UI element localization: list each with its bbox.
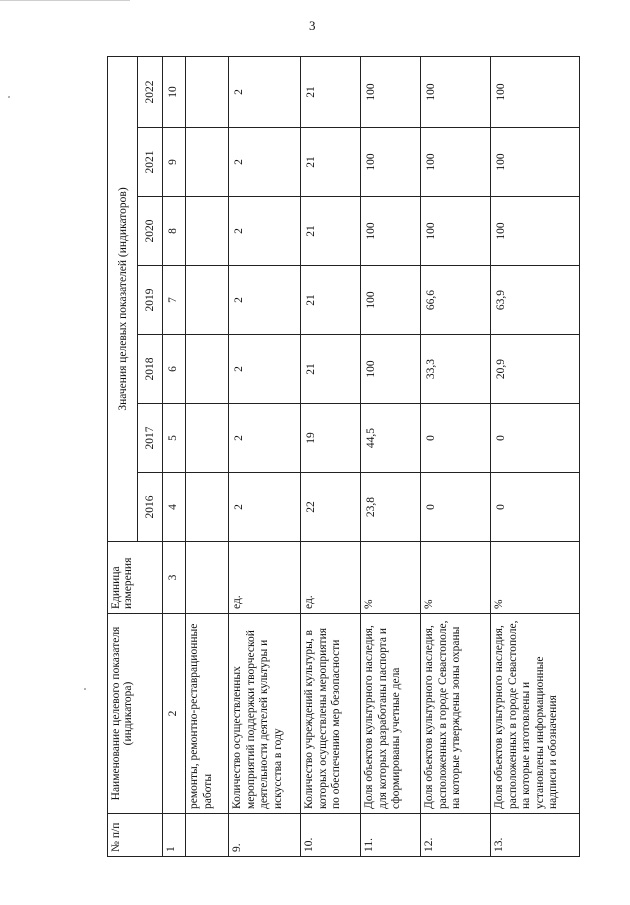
row-name: Количество осуществленных мероприятий поддержки творческой деятельности деятелей культуры и искусства в году: [229, 614, 301, 814]
header-values-group: Значения целевых показателей (индикаторов): [108, 56, 138, 541]
row-value: [186, 128, 229, 197]
row-no: [186, 814, 229, 857]
row-value: 100: [361, 56, 421, 127]
header-row-top: [108, 56, 138, 856]
row-value: 66,6: [421, 266, 491, 335]
table-row: [229, 56, 301, 856]
row-value: 23,8: [361, 473, 421, 542]
row-value: 100: [361, 266, 421, 335]
row-unit: ед.: [229, 542, 301, 614]
row-value: 21: [301, 128, 361, 197]
table-row: [361, 56, 421, 856]
scan-speck: [8, 96, 10, 98]
row-name: Доля объектов культурного наследия, для которых разработаны паспорта и сформированы учетные дела: [361, 614, 421, 814]
row-value: 19: [301, 404, 361, 473]
header-name: Наименование целевого показателя (индикатора): [108, 614, 163, 814]
scan-speck: [84, 688, 86, 690]
row-no: 11.: [361, 814, 421, 857]
row-value: 63,9: [491, 266, 580, 335]
header-year: 2016: [138, 473, 163, 542]
row-value: [186, 56, 229, 127]
header-year: 2018: [138, 335, 163, 404]
row-value: 21: [301, 56, 361, 127]
row-value: [186, 266, 229, 335]
row-value: 2: [229, 56, 301, 127]
row-name: Количество учреждений культуры, в которых осуществлены мероприятия по обеспечению мер безопасности: [301, 614, 361, 814]
row-value: 100: [421, 197, 491, 266]
column-number-row: [163, 56, 186, 856]
header-year: 2019: [138, 266, 163, 335]
column-number: 8: [163, 197, 186, 266]
row-value: 0: [491, 404, 580, 473]
header-year: 2020: [138, 197, 163, 266]
row-value: 2: [229, 335, 301, 404]
row-unit: %: [491, 542, 580, 614]
row-no: 13.: [491, 814, 580, 857]
indicators-table: [107, 56, 580, 857]
row-value: 2: [229, 197, 301, 266]
row-value: [186, 197, 229, 266]
row-unit: ед.: [301, 542, 361, 614]
column-number: 4: [163, 473, 186, 542]
row-value: 0: [421, 404, 491, 473]
column-number: 5: [163, 404, 186, 473]
row-unit: %: [361, 542, 421, 614]
row-name: Доля объектов культурного наследия, расположенных в городе Севастополе, на которые изготовлены и установлены информационные надписи и обозначения: [491, 614, 580, 814]
row-value: 2: [229, 128, 301, 197]
row-value: 44,5: [361, 404, 421, 473]
header-no: № п/п: [108, 814, 163, 857]
row-value: 21: [301, 266, 361, 335]
column-number: 2: [163, 614, 186, 814]
row-value: 100: [491, 56, 580, 127]
row-value: [186, 473, 229, 542]
row-name: Доля объектов культурного наследия, расположенных в городе Севастополе, на которые утверждены зоны охраны: [421, 614, 491, 814]
row-value: 100: [421, 56, 491, 127]
header-year: 2022: [138, 56, 163, 127]
row-value: 33,3: [421, 335, 491, 404]
row-value: 100: [361, 197, 421, 266]
rotated-table-wrapper: [107, 57, 559, 857]
column-number: 7: [163, 266, 186, 335]
table-row: [491, 56, 580, 856]
row-value: [186, 404, 229, 473]
scan-edge-line: [0, 0, 130, 1]
row-no: 10.: [301, 814, 361, 857]
row-no: 12.: [421, 814, 491, 857]
column-number: 1: [163, 814, 186, 857]
row-value: 2: [229, 473, 301, 542]
row-value: [186, 335, 229, 404]
header-unit: Единица измерения: [108, 542, 163, 614]
table-row: [186, 56, 229, 856]
row-name: ремонты, ремонтно-реставрационные работы: [186, 614, 229, 814]
row-value: 2: [229, 404, 301, 473]
row-value: 21: [301, 197, 361, 266]
row-value: 21: [301, 335, 361, 404]
row-value: 22: [301, 473, 361, 542]
column-number: 10: [163, 56, 186, 127]
row-value: 0: [491, 473, 580, 542]
row-value: 100: [361, 128, 421, 197]
row-unit: %: [421, 542, 491, 614]
row-value: 100: [491, 128, 580, 197]
header-year: 2017: [138, 404, 163, 473]
row-unit: [186, 542, 229, 614]
header-year: 2021: [138, 128, 163, 197]
row-value: 0: [421, 473, 491, 542]
row-value: 20,9: [491, 335, 580, 404]
table-row: [421, 56, 491, 856]
row-value: 100: [421, 128, 491, 197]
row-no: 9.: [229, 814, 301, 857]
row-value: 100: [361, 335, 421, 404]
table-row: [301, 56, 361, 856]
page-number: 3: [309, 18, 316, 33]
column-number: 3: [163, 542, 186, 614]
row-value: 2: [229, 266, 301, 335]
column-number: 6: [163, 335, 186, 404]
row-value: 100: [491, 197, 580, 266]
column-number: 9: [163, 128, 186, 197]
